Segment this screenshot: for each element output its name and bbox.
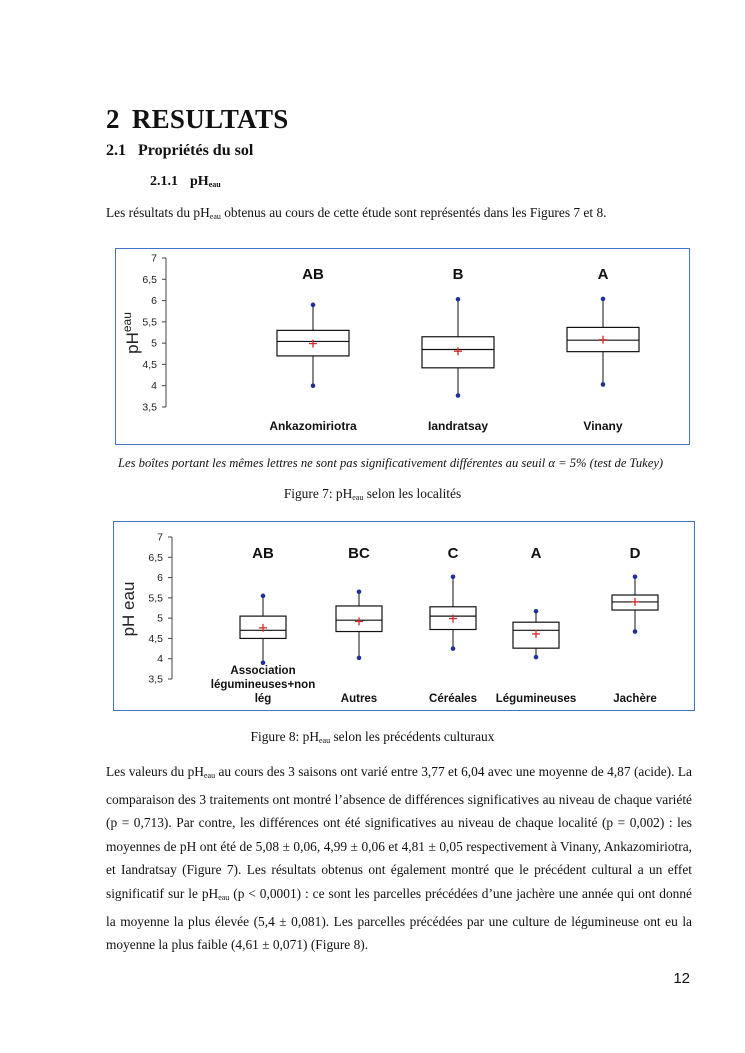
significance-letter: AB bbox=[252, 545, 274, 562]
y-tick-label: 6 bbox=[157, 572, 163, 585]
min-point bbox=[451, 646, 456, 651]
max-point bbox=[451, 574, 456, 579]
subsubsection-title: pH bbox=[190, 174, 209, 189]
paragraph-subscript: eau bbox=[218, 892, 230, 902]
y-tick-label: 4 bbox=[157, 653, 163, 666]
intro-text bbox=[106, 205, 607, 221]
y-tick-label: 6 bbox=[151, 295, 157, 308]
min-point bbox=[601, 382, 606, 387]
figure-7-caption bbox=[0, 486, 745, 502]
figure-7-frame bbox=[115, 248, 690, 445]
paragraph-text: Les valeurs du pH bbox=[106, 764, 204, 779]
section-title: RESULTATS bbox=[131, 104, 289, 134]
y-tick-label: 7 bbox=[157, 531, 163, 544]
category-label: Iandratsay bbox=[427, 419, 489, 433]
category-label: Vinany bbox=[583, 419, 623, 433]
y-axis-label: pH eau bbox=[119, 581, 138, 637]
figure-8-frame bbox=[113, 521, 695, 711]
y-tick-label: 5,5 bbox=[142, 316, 157, 329]
fig7-caption-sub: eau bbox=[352, 493, 364, 502]
max-point bbox=[311, 303, 316, 308]
figure-8-chart bbox=[114, 522, 694, 710]
category-label: Jachère bbox=[613, 693, 657, 705]
category-label: Association bbox=[230, 665, 296, 677]
fig7-caption-after: selon les localités bbox=[363, 486, 462, 501]
paragraph-text: (p < 0,0001) : ce sont les parcelles précédées d’une jachère une année qui ont donné la moyenne la plus élevée (5,4 ± 0,081). Les parcelles précédées par une culture de légumineuse ont eu la moyenne la plus faible (4,61 ± 0,071) (Figure 8). bbox=[106, 885, 692, 953]
max-point bbox=[357, 589, 362, 594]
min-point bbox=[633, 629, 638, 634]
intro-sub: eau bbox=[209, 212, 221, 221]
figure-7-note: Les boîtes portant les mêmes lettres ne sont pas significativement différentes au seuil α = 5% (test de Tukey) bbox=[118, 456, 664, 470]
category-label: lég bbox=[254, 693, 272, 705]
intro-before: Les résultats du pH bbox=[106, 205, 210, 220]
section-number: 2 bbox=[106, 104, 120, 134]
max-point bbox=[456, 297, 461, 302]
min-point bbox=[456, 393, 461, 398]
fig8-caption-after: selon les précédents culturaux bbox=[330, 729, 495, 744]
significance-letter: AB bbox=[302, 266, 324, 283]
subsubsection-title-sub: eau bbox=[208, 180, 221, 189]
y-axis-label bbox=[120, 312, 142, 354]
y-tick-label: 6,5 bbox=[148, 551, 163, 564]
y-tick-label: 7 bbox=[151, 252, 157, 265]
y-tick-label: 4,5 bbox=[142, 358, 157, 371]
page-number: 12 bbox=[673, 970, 690, 987]
y-tick-label: 6,5 bbox=[142, 273, 157, 286]
subsubsection-number: 2.1.1 bbox=[150, 174, 178, 189]
significance-letter: A bbox=[597, 266, 609, 283]
y-tick-label: 5 bbox=[151, 337, 157, 350]
y-tick-label: 4,5 bbox=[148, 632, 163, 645]
figure-8-caption bbox=[0, 729, 745, 745]
min-point bbox=[357, 656, 362, 661]
y-tick-label: 4 bbox=[151, 380, 157, 393]
y-axis-label-sub: eau bbox=[120, 312, 134, 333]
max-point bbox=[601, 297, 606, 302]
significance-letter: BC bbox=[348, 545, 370, 562]
category-label: Céréales bbox=[429, 693, 477, 705]
significance-letter: D bbox=[629, 545, 641, 562]
results-paragraph bbox=[106, 760, 692, 957]
max-point bbox=[633, 574, 638, 579]
y-tick-label: 3,5 bbox=[142, 401, 157, 414]
y-tick-label: 5,5 bbox=[148, 592, 163, 605]
fig7-caption-before: Figure 7: pH bbox=[283, 486, 353, 501]
min-point bbox=[534, 655, 539, 660]
max-point bbox=[261, 594, 266, 599]
subsubsection-heading bbox=[150, 174, 221, 190]
max-point bbox=[534, 609, 539, 614]
section-heading bbox=[106, 104, 289, 135]
subsection-heading bbox=[106, 142, 253, 160]
y-tick-label: 3,5 bbox=[148, 673, 163, 686]
significance-letter: B bbox=[452, 266, 464, 283]
category-label: Légumineuses bbox=[495, 693, 577, 705]
significance-letter: C bbox=[447, 545, 459, 562]
category-label: Autres bbox=[340, 693, 378, 705]
subsection-number: 2.1 bbox=[106, 142, 126, 159]
fig8-caption-before: Figure 8: pH bbox=[250, 729, 319, 744]
figure-7-chart bbox=[116, 249, 689, 444]
subsection-title: Propriétés du sol bbox=[138, 142, 254, 159]
category-label: Ankazomiriotra bbox=[269, 419, 357, 433]
category-label: légumineuses+non bbox=[210, 679, 316, 691]
intro-after: obtenus au cours de cette étude sont représentés dans les Figures 7 et 8. bbox=[220, 205, 607, 220]
y-axis-label-main: pH bbox=[123, 332, 142, 354]
y-tick-label: 5 bbox=[157, 612, 163, 625]
min-point bbox=[311, 383, 316, 388]
fig8-caption-sub: eau bbox=[318, 736, 331, 745]
significance-letter: A bbox=[530, 545, 542, 562]
paragraph-subscript: eau bbox=[203, 771, 216, 780]
paragraph-text: au cours des 3 saisons ont varié entre 3,77 et 6,04 avec une moyenne de 4,87 (acide). La comparaison des 3 traitements ont montré l’absence de différences significatives au niveau de chaque variété (p = 0,713). Par contre, les différences ont été significatives au niveau de chaque localité (p = 0,002) : les moyennes de pH ont été de 5,08 ± 0,06, 4,99 ± 0,06 et 4,81 ± 0,05 respectivement à Vinany, Ankazomiriotra, et Iandratsay (Figure 7). Les résultats obtenus ont également montré que le précédent cultural a un effet significatif sur le pH bbox=[106, 764, 692, 901]
